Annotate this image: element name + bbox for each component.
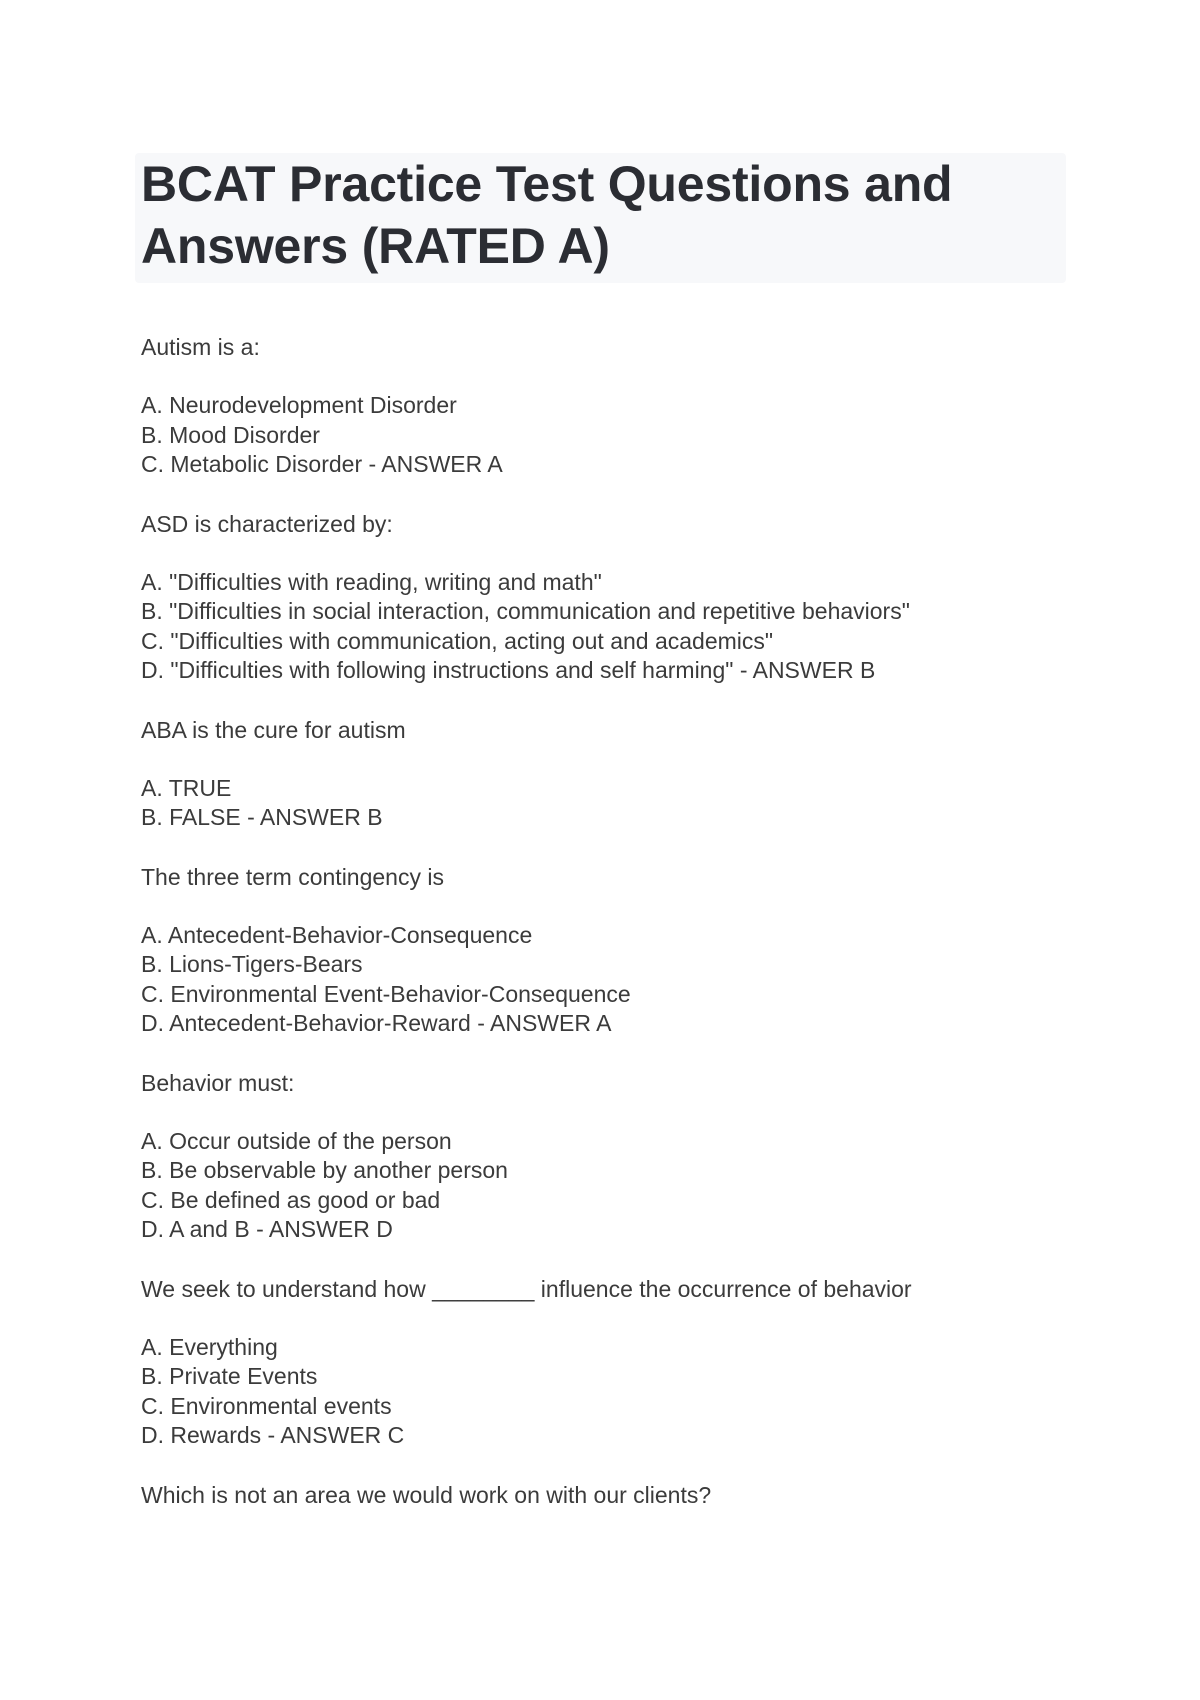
question-text: We seek to understand how ________ influence the occurrence of behavior bbox=[141, 1275, 912, 1302]
question-block bbox=[141, 509, 1141, 686]
question-text: Autism is a: bbox=[141, 334, 260, 360]
answer-option: A. TRUE bbox=[141, 774, 232, 801]
answer-option: B. "Difficulties in social interaction, communication and repetitive behaviors" bbox=[141, 598, 910, 624]
answer-option: D. Rewards - ANSWER C bbox=[141, 1422, 405, 1448]
question-block bbox=[141, 1480, 1141, 1510]
answer-options bbox=[141, 568, 1141, 686]
question-text: Behavior must: bbox=[141, 1069, 295, 1096]
answer-option: B. Be observable by another person bbox=[141, 1157, 508, 1183]
answer-option: D. A and B - ANSWER D bbox=[141, 1216, 393, 1242]
question-block bbox=[141, 862, 1141, 1039]
page-title: BCAT Practice Test Questions and Answers (RATED A) bbox=[141, 156, 953, 274]
answer-option: C. Be defined as good or bad bbox=[141, 1186, 441, 1213]
answer-option: C. Environmental Event-Behavior-Consequence bbox=[141, 980, 631, 1007]
question-text: Which is not an area we would work on with our clients? bbox=[141, 1481, 712, 1508]
answer-option: B. Private Events bbox=[141, 1363, 318, 1389]
answer-option: A. Antecedent-Behavior-Consequence bbox=[141, 921, 533, 948]
question-block bbox=[141, 1274, 1141, 1451]
answer-options bbox=[141, 921, 1141, 1039]
answer-option: C. Environmental events bbox=[141, 1392, 392, 1419]
question-text: ABA is the cure for autism bbox=[141, 716, 406, 743]
answer-option: A. Neurodevelopment Disorder bbox=[141, 392, 457, 418]
question-block bbox=[141, 1068, 1141, 1245]
answer-options bbox=[141, 1333, 1141, 1451]
answer-option: B. FALSE - ANSWER B bbox=[141, 804, 383, 830]
answer-options bbox=[141, 774, 1141, 833]
answer-option: D. "Difficulties with following instructions and self harming" - ANSWER B bbox=[141, 657, 876, 683]
answer-option: B. Lions-Tigers-Bears bbox=[141, 951, 363, 977]
question-block bbox=[141, 332, 1141, 480]
answer-option: C. "Difficulties with communication, acting out and academics" bbox=[141, 627, 774, 654]
answer-options bbox=[141, 1127, 1141, 1245]
title-block bbox=[135, 153, 1066, 283]
question-block bbox=[141, 715, 1141, 833]
answer-option: A. Everything bbox=[141, 1333, 278, 1360]
answer-option: A. Occur outside of the person bbox=[141, 1127, 452, 1154]
question-text: ASD is characterized by: bbox=[141, 510, 393, 537]
question-list bbox=[141, 332, 1141, 1539]
answer-option: C. Metabolic Disorder - ANSWER A bbox=[141, 451, 503, 477]
answer-option: D. Antecedent-Behavior-Reward - ANSWER A bbox=[141, 1010, 612, 1036]
answer-option: A. "Difficulties with reading, writing and math" bbox=[141, 568, 602, 595]
question-text: The three term contingency is bbox=[141, 863, 444, 890]
answer-options bbox=[141, 391, 1141, 480]
answer-option: B. Mood Disorder bbox=[141, 421, 320, 448]
